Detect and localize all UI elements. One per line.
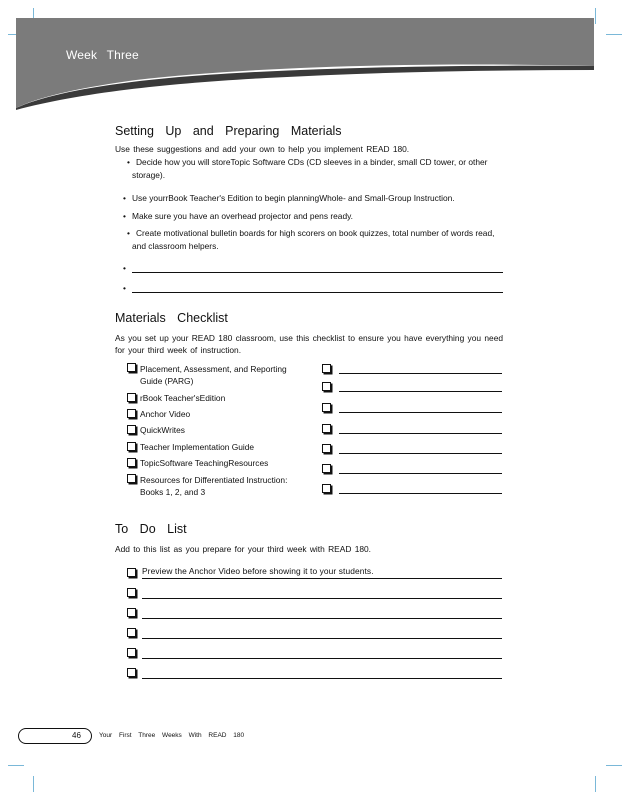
crop-mark (33, 776, 34, 792)
crop-mark (606, 34, 622, 35)
write-in-line[interactable] (142, 658, 502, 659)
write-in-line[interactable] (339, 473, 502, 474)
bullet-icon: • (123, 283, 126, 293)
checkbox[interactable] (127, 458, 136, 467)
checkbox[interactable] (322, 444, 331, 453)
checkbox[interactable] (127, 474, 136, 483)
checklist-item-label: QuickWrites (140, 425, 185, 435)
todo-intro: Add to this list as you prepare for your third week with READ 180. (115, 544, 371, 554)
todo-item-text: Preview the Anchor Video before showing it to your students. (142, 566, 374, 576)
checkbox[interactable] (322, 382, 331, 391)
page-number: 46 (72, 731, 81, 740)
todo-heading: To Do List (115, 522, 187, 536)
checkbox[interactable] (127, 648, 136, 657)
crop-mark (595, 776, 596, 792)
checklist-intro: As you set up your READ 180 classroom, use this checklist to ensure you have everything you need for your third week of instruction. (115, 333, 504, 355)
write-in-line[interactable] (142, 618, 502, 619)
bullet-item (127, 227, 497, 252)
checkbox[interactable] (127, 608, 136, 617)
checklist-item-label: Resources for Differentiated Instruction: Books 1, 2, and 3 (140, 475, 288, 497)
bullet-text: Decide how you will storeTopic Software CDs (CD sleeves in a binder, small CD tower, or other storage). (132, 157, 488, 180)
write-in-line[interactable] (339, 493, 502, 494)
checklist-item-label: Anchor Video (140, 409, 191, 419)
checkbox[interactable] (127, 668, 136, 677)
checklist-heading: Materials Checklist (115, 311, 228, 325)
checkbox[interactable] (322, 403, 331, 412)
bullet-item (127, 156, 497, 181)
setting-up-intro: Use these suggestions and add your own to help you implement READ 180. (115, 144, 410, 154)
bullet-icon: • (123, 211, 126, 221)
checkbox[interactable] (127, 363, 136, 372)
bullet-text: Create motivational bulletin boards for high scorers on book quizzes, total number of words read, and classroom helpers. (132, 228, 495, 251)
checkbox[interactable] (127, 568, 136, 577)
crop-mark (595, 8, 596, 24)
checkbox[interactable] (322, 424, 331, 433)
bullet-icon: • (127, 157, 130, 167)
header-band (16, 18, 594, 110)
checklist-item-label: rBook Teacher'sEdition (140, 393, 226, 403)
setting-up-heading: Setting Up and Preparing Materials (115, 124, 342, 138)
write-in-line[interactable] (142, 638, 502, 639)
checklist-item-label: TopicSoftware TeachingResources (140, 458, 269, 468)
checklist-item-label: Teacher Implementation Guide (140, 442, 255, 452)
checklist-item-label: Placement, Assessment, and Reporting Guide (PARG) (140, 364, 287, 386)
checkbox[interactable] (127, 393, 136, 402)
checkbox[interactable] (322, 364, 331, 373)
bullet-icon: • (123, 263, 126, 273)
checkbox[interactable] (322, 484, 331, 493)
write-in-line[interactable] (142, 578, 502, 579)
write-in-line[interactable] (142, 678, 502, 679)
write-in-line[interactable] (132, 272, 503, 273)
crop-mark (8, 765, 24, 766)
write-in-line[interactable] (339, 373, 502, 374)
write-in-line[interactable] (339, 412, 502, 413)
checkbox[interactable] (127, 628, 136, 637)
write-in-line[interactable] (339, 453, 502, 454)
write-in-line[interactable] (339, 391, 502, 392)
checkbox[interactable] (322, 464, 331, 473)
bullet-icon: • (123, 193, 126, 203)
crop-mark (606, 765, 622, 766)
bullet-item (123, 210, 497, 223)
checkbox[interactable] (127, 588, 136, 597)
write-in-line[interactable] (142, 598, 502, 599)
checkbox[interactable] (127, 442, 136, 451)
checkbox[interactable] (127, 409, 136, 418)
write-in-line[interactable] (339, 433, 502, 434)
bullet-text: Use yourrBook Teacher's Edition to begin planningWhole- and Small-Group Instruction. (132, 193, 455, 203)
running-title: Your First Three Weeks With READ 180 (99, 732, 245, 739)
bullet-item (123, 192, 497, 205)
checkbox[interactable] (127, 425, 136, 434)
bullet-icon: • (127, 228, 130, 238)
write-in-line[interactable] (132, 292, 503, 293)
header-title: Week Three (66, 48, 139, 62)
bullet-text: Make sure you have an overhead projector and pens ready. (132, 211, 353, 221)
